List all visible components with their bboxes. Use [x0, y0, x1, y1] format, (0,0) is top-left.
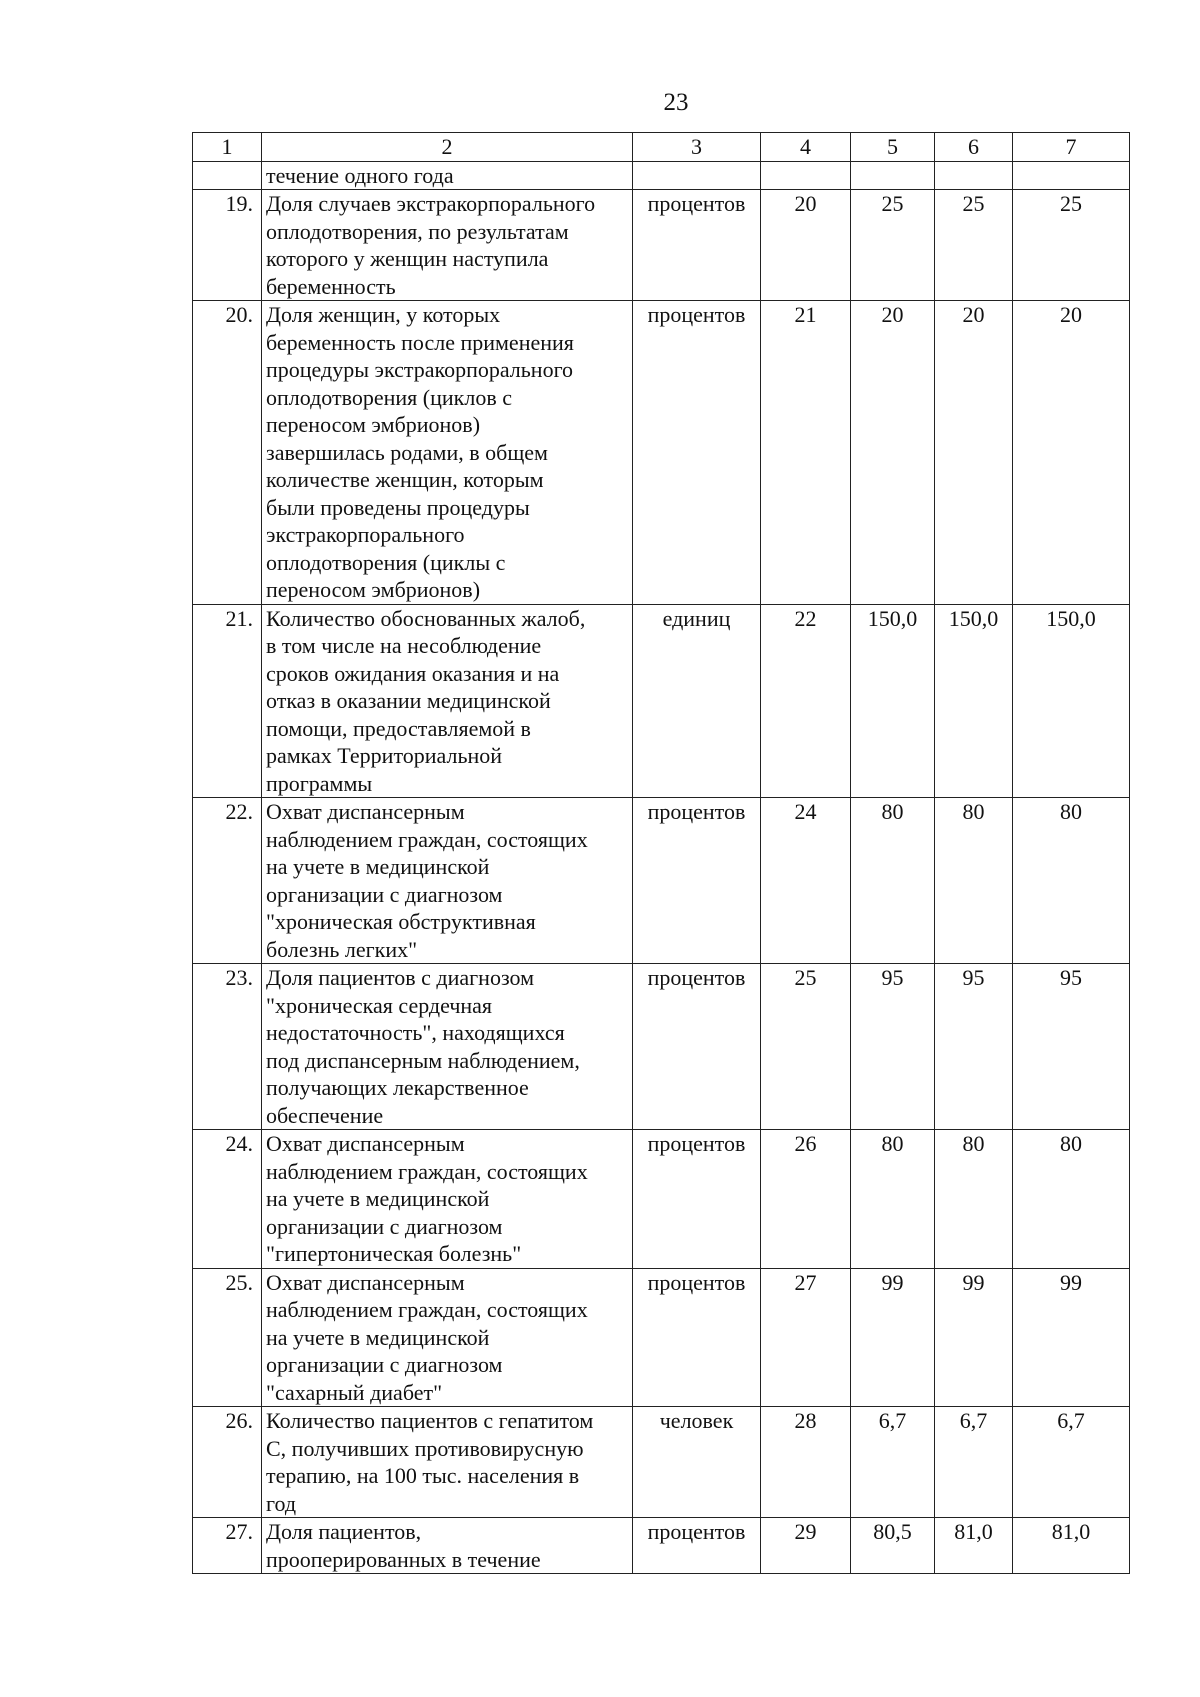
description-line: оплодотворения (циклы с — [266, 549, 506, 575]
row-number: 25. — [193, 1268, 262, 1407]
description-line: сроков ожидания оказания и на — [266, 660, 560, 686]
value-col-5: 20 — [851, 301, 935, 605]
unit-of-measure: процентов — [633, 964, 761, 1130]
table-row — [193, 964, 1130, 1130]
description-line: болезнь легких" — [266, 936, 418, 962]
indicator-description — [262, 1407, 633, 1518]
header-row — [193, 133, 1130, 162]
header-cell-3: 3 — [633, 133, 761, 162]
value-col-6: 80 — [935, 1130, 1013, 1269]
unit-of-measure: единиц — [633, 604, 761, 798]
unit-of-measure: человек — [633, 1407, 761, 1518]
description-line: наблюдением граждан, состоящих — [266, 1158, 588, 1184]
row-number: 21. — [193, 604, 262, 798]
value-col-5: 99 — [851, 1268, 935, 1407]
value-col-6 — [935, 161, 1013, 190]
value-col-5 — [851, 161, 935, 190]
unit-of-measure: процентов — [633, 190, 761, 301]
value-col-5: 150,0 — [851, 604, 935, 798]
value-col-4: 22 — [761, 604, 851, 798]
table-row — [193, 1518, 1130, 1574]
value-col-4: 28 — [761, 1407, 851, 1518]
description-line: Доля пациентов с диагнозом — [266, 965, 535, 990]
value-col-7: 80 — [1013, 798, 1130, 964]
value-col-4: 27 — [761, 1268, 851, 1407]
indicator-description — [262, 301, 633, 605]
value-col-6: 99 — [935, 1268, 1013, 1407]
description-line: переносом эмбрионов) — [266, 577, 481, 602]
indicators-table — [192, 132, 1130, 1574]
row-number: 27. — [193, 1518, 262, 1574]
indicator-description — [262, 604, 633, 798]
description-line: прооперированных в течение — [266, 1546, 541, 1572]
description-line: переносом эмбрионов) — [266, 412, 481, 437]
description-line: Доля случаев экстракорпорального — [266, 191, 596, 216]
header-cell-6: 6 — [935, 133, 1013, 162]
table-row — [193, 190, 1130, 301]
unit-of-measure: процентов — [633, 1130, 761, 1269]
description-line: которого у женщин наступила — [266, 246, 549, 271]
indicator-description — [262, 1268, 633, 1407]
unit-of-measure: процентов — [633, 1518, 761, 1574]
description-line: Количество обоснованных жалоб, — [266, 605, 586, 631]
description-line: организации с диагнозом — [266, 1352, 503, 1377]
row-number: 23. — [193, 964, 262, 1130]
description-line: Охват диспансерным — [266, 799, 465, 824]
description-line: беременность — [266, 273, 396, 299]
row-number: 20. — [193, 301, 262, 605]
unit-of-measure: процентов — [633, 798, 761, 964]
page-number: 23 — [663, 89, 689, 116]
value-col-5: 25 — [851, 190, 935, 301]
description-line: обеспечение — [266, 1102, 384, 1128]
value-col-6: 150,0 — [935, 604, 1013, 798]
value-col-6: 25 — [935, 190, 1013, 301]
description-line: терапию, на 100 тыс. населения в — [266, 1463, 580, 1488]
indicator-description — [262, 190, 633, 301]
description-line: Охват диспансерным — [266, 1269, 465, 1295]
value-col-7 — [1013, 161, 1130, 190]
value-col-7: 99 — [1013, 1268, 1130, 1407]
row-number: 22. — [193, 798, 262, 964]
table-row — [193, 1268, 1130, 1407]
value-col-7: 80 — [1013, 1130, 1130, 1269]
description-line: "гипертоническая болезнь" — [266, 1241, 522, 1266]
table-row — [193, 301, 1130, 605]
description-line: под диспансерным наблюдением, — [266, 1047, 580, 1073]
value-col-5: 80,5 — [851, 1518, 935, 1574]
value-col-6: 80 — [935, 798, 1013, 964]
description-line: в том числе на несоблюдение — [266, 633, 542, 658]
row-number: 19. — [193, 190, 262, 301]
description-line: "хроническая сердечная — [266, 992, 493, 1018]
description-line: экстракорпорального — [266, 522, 465, 547]
description-line: организации с диагнозом — [266, 881, 503, 907]
value-col-7: 25 — [1013, 190, 1130, 301]
description-line: организации с диагнозом — [266, 1213, 503, 1239]
header-cell-1: 1 — [193, 133, 262, 162]
description-line: наблюдением граждан, состоящих — [266, 826, 588, 852]
description-line: недостаточность", находящихся — [266, 1020, 565, 1045]
value-col-5: 80 — [851, 1130, 935, 1269]
description-line: оплодотворения, по результатам — [266, 218, 569, 244]
description-line: Охват диспансерным — [266, 1131, 465, 1156]
header-cell-4: 4 — [761, 133, 851, 162]
value-col-4: 20 — [761, 190, 851, 301]
value-col-4: 25 — [761, 964, 851, 1130]
description-line: Доля пациентов, — [266, 1519, 422, 1544]
value-col-6: 6,7 — [935, 1407, 1013, 1518]
indicator-description — [262, 1130, 633, 1269]
description-line: течение одного года — [266, 162, 454, 188]
value-col-7: 6,7 — [1013, 1407, 1130, 1518]
description-line: получающих лекарственное — [266, 1075, 529, 1100]
description-line: помощи, предоставляемой в — [266, 715, 531, 741]
unit-of-measure: процентов — [633, 301, 761, 605]
description-line: процедуры экстракорпорального — [266, 357, 574, 382]
description-line: были проведены процедуры — [266, 494, 530, 520]
value-col-7: 150,0 — [1013, 604, 1130, 798]
value-col-4 — [761, 161, 851, 190]
value-col-5: 6,7 — [851, 1407, 935, 1518]
table-body — [193, 133, 1130, 1574]
value-col-4: 29 — [761, 1518, 851, 1574]
indicator-description — [262, 798, 633, 964]
header-cell-5: 5 — [851, 133, 935, 162]
value-col-5: 80 — [851, 798, 935, 964]
value-col-6: 95 — [935, 964, 1013, 1130]
description-line: "хроническая обструктивная — [266, 909, 536, 934]
description-line: количестве женщин, которым — [266, 467, 544, 492]
table-row — [193, 161, 1130, 190]
value-col-4: 21 — [761, 301, 851, 605]
row-number — [193, 161, 262, 190]
description-line: наблюдением граждан, состоящих — [266, 1297, 588, 1322]
table-row — [193, 1407, 1130, 1518]
value-col-5: 95 — [851, 964, 935, 1130]
unit-of-measure — [633, 161, 761, 190]
value-col-7: 95 — [1013, 964, 1130, 1130]
description-line: на учете в медицинской — [266, 854, 490, 879]
header-cell-7: 7 — [1013, 133, 1130, 162]
description-line: С, получивших противовирусную — [266, 1435, 584, 1461]
value-col-7: 20 — [1013, 301, 1130, 605]
unit-of-measure: процентов — [633, 1268, 761, 1407]
table-row — [193, 604, 1130, 798]
description-line: Доля женщин, у которых — [266, 302, 501, 327]
description-line: на учете в медицинской — [266, 1324, 490, 1350]
description-line: беременность после применения — [266, 329, 574, 355]
table-row — [193, 798, 1130, 964]
description-line: "сахарный диабет" — [266, 1379, 443, 1405]
value-col-4: 24 — [761, 798, 851, 964]
value-col-6: 81,0 — [935, 1518, 1013, 1574]
value-col-6: 20 — [935, 301, 1013, 605]
row-number: 26. — [193, 1407, 262, 1518]
indicator-description — [262, 161, 633, 190]
table-row — [193, 1130, 1130, 1269]
value-col-4: 26 — [761, 1130, 851, 1269]
description-line: Количество пациентов с гепатитом — [266, 1408, 594, 1433]
description-line: оплодотворения (циклов с — [266, 384, 512, 410]
description-line: завершилась родами, в общем — [266, 439, 548, 465]
indicator-description — [262, 964, 633, 1130]
description-line: рамках Территориальной — [266, 743, 503, 768]
indicator-description — [262, 1518, 633, 1574]
description-line: год — [266, 1490, 297, 1516]
description-line: отказ в оказании медицинской — [266, 688, 551, 713]
header-cell-2: 2 — [262, 133, 633, 162]
description-line: программы — [266, 770, 373, 796]
value-col-7: 81,0 — [1013, 1518, 1130, 1574]
row-number: 24. — [193, 1130, 262, 1269]
description-line: на учете в медицинской — [266, 1186, 490, 1211]
